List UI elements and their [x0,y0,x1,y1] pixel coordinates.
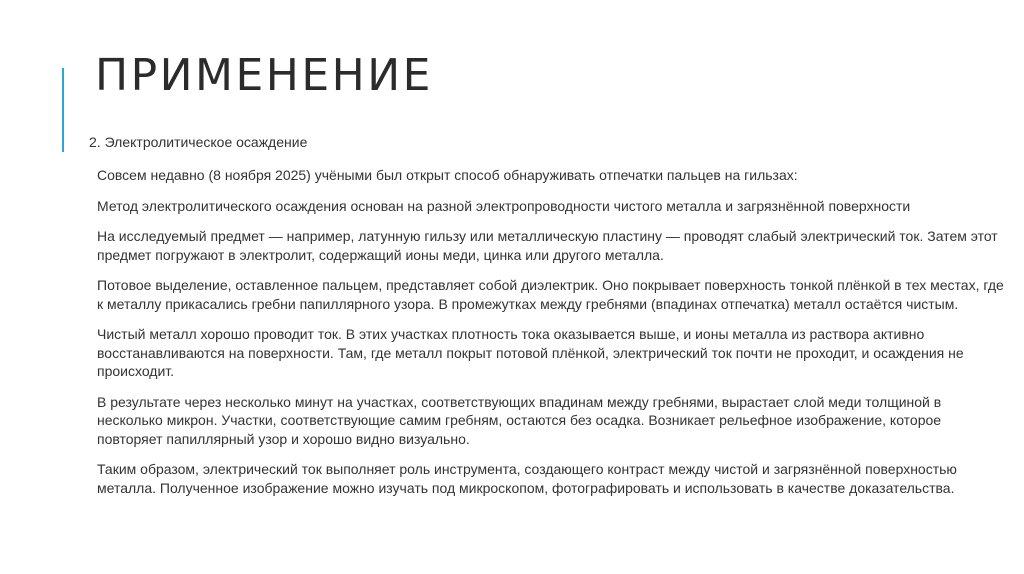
paragraph-procedure: На исследуемый предмет — например, латунную гильзу или металлическую пластину — проводят слабый электрический ток. Затем этот предмет погружают в электролит, содержащий ионы меди, цинка или другого металла. [97,228,998,263]
paragraph-method: Метод электролитического осаждения основан на разной электропроводности чистого металла и загрязнённой поверхности [97,197,911,214]
paragraph-sweat-film: Потовое выделение, оставленное пальцем, представляет собой диэлектрик. Оно покрывает поверхность тонкой плёнкой в тех местах, где к металлу прикасались гребни папиллярного узора. В промежутках между гребнями (впадинах отпечатка) металл остаётся чистым. [97,277,1004,312]
slide-title: ПРИМЕНЕНИЕ [95,50,433,101]
section-subheading: 2. Электролитическое осаждение [89,134,308,150]
slide-body [97,166,1009,509]
paragraph-conclusion: Таким образом, электрический ток выполняет роль инструмента, создающего контраст между чистой и загрязнённой поверхностью металла. Полученное изображение можно изучать под микроскопом, фотографировать и использовать в качестве доказательства. [97,461,957,496]
paragraph-discovery: Совсем недавно (8 ноября 2025) учёными был открыт способ обнаруживать отпечатки пальцев на гильзах: [97,167,798,183]
paragraph-conductivity: Чистый металл хорошо проводит ток. В этих участках плотность тока оказывается выше, и ионы металла из раствора активно восстанавливаются на поверхности. Там, где металл покрыт потовой плёнкой, электрический ток почти не проходит, и осаждения не происходит. [97,326,964,379]
paragraph-result: В результате через несколько минут на участках, соответствующих впадинам между гребнями, вырастает слой меди толщиной в несколько микрон. Участки, соответствующие самим гребням, остаются без осадка. Возникает рельефное изображение, которое повторяет папиллярный узор и хорошо видно визуально. [97,393,942,447]
title-accent-bar [62,68,64,152]
